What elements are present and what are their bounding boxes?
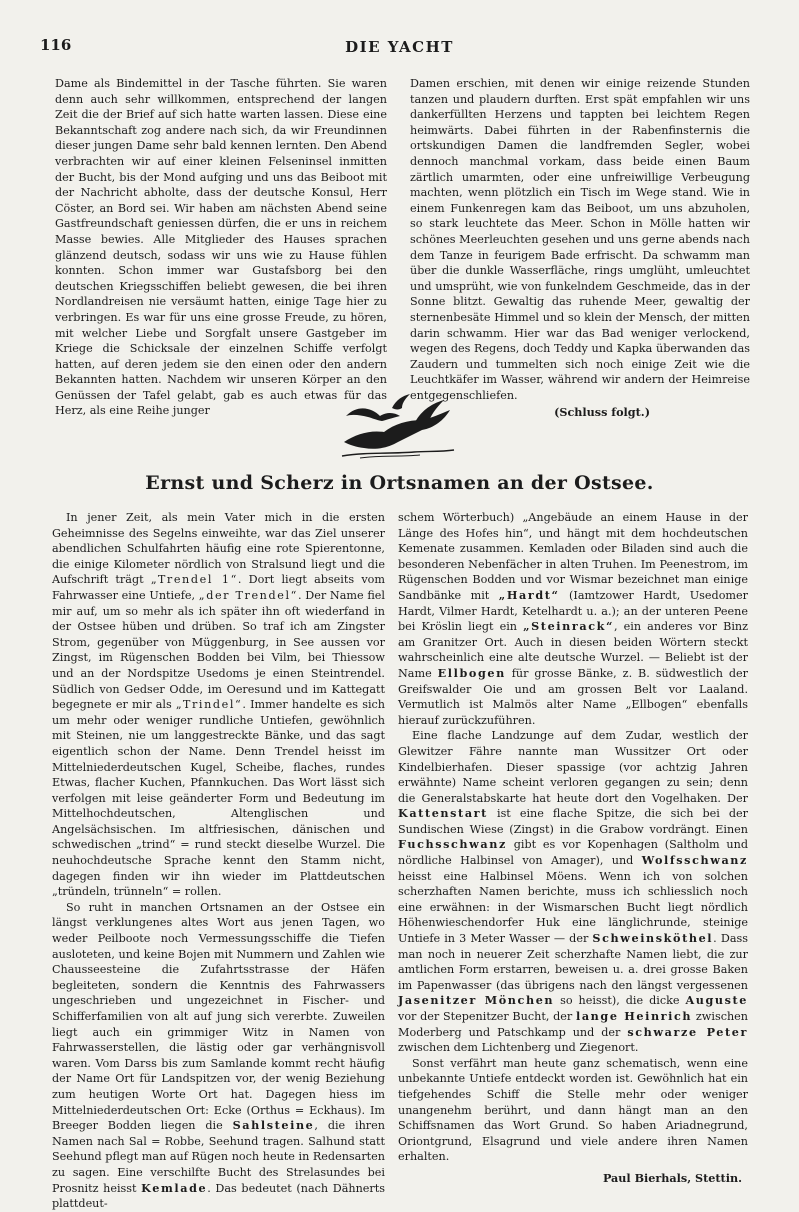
article-column-left bbox=[52, 510, 385, 1212]
text-run: So ruht in manchen Ortsnamen an der Ostsee ein längst verklungenes altes Wort aus jenen Tagen, wo weder Peilboote noch Vermessungsschiffe die Tiefen ausloteten, und keine Bojen mit Nummern und Zahlen wie Chausseesteine die Zufahrtsstrasse der Häfen begleiteten, sondern die Kenntnis des Fahrwassers ungeschrieben und ungezeichnet in Fischer- und Schifferfamilien von alt auf jung sich vererbte. Zuweilen liegt auch ein grimmiger Witz in Namen von Fahrwasserstellen, die lästig oder gar verhängnisvoll waren. Vom Darss bis zum Samlande kommt recht häufig der Name Ort für Landspitzen vor, der wenig Beziehung zum heutigen Worte Ort hat. Dagegen hiess im Mittelniederdeutschen Ort: Ecke (Orthus = Eckhaus). Im Breeger Bodden liegen die bbox=[52, 900, 385, 1133]
author-signature: Paul Bierhals, Stettin. bbox=[602, 1170, 742, 1185]
article-column-right bbox=[398, 510, 748, 1187]
text-run: zwischen Moderberg und Patschkamp und der bbox=[398, 1010, 748, 1039]
place-name: „der Trendel“ bbox=[198, 588, 298, 602]
continued-paragraph: Dame als Bindemittel in der Tasche führten. Sie waren denn auch sehr willkommen, entsprechend der langen Zeit die der Brief auf sich hatte warten lassen. Diese eine Bekanntschaft zog andere nach sich, da wir Freundinnen dieser jungen Dame sehr bald kennen lernten. Den Abend verbrachten wir auf einer kleinen Felseninsel inmitten der Bucht, bis der Mond aufging und uns das Beiboot mit der Nachricht abholte, dass der deutsche Konsul, Herr Cöster, an Bord sei. Wir haben am nächsten Abend seine Gastfreundschaft geniessen dürfen, die er uns in reichem Masse bewies. Alle Mitglieder des Hauses sprachen glänzend deutsch, sodass wir uns wie zu Hause fühlen konnten. Schon immer war Gustafsborg bei den deutschen Kriegsschiffen beliebt gewesen, die bei ihren Nordlandreisen nie versäumt hatten, einige Tage hier zu verbringen. Es war für uns eine grosse Freude, zu hören, mit welcher Liebe und Sorgfalt unsere Gastgeber im Kriege die Schicksale der einzelnen Schiffe verfolgt hatten, auf deren jedem sie den einen oder den andern Bekannten hatten. Nachdem wir unseren Körper an den Genüssen der Tafel gelabt, gab es auch etwas für das Herz, als eine Reihe junger bbox=[55, 77, 387, 418]
text-run: ist eine flache Spitze, die sich bei der Sundischen Wiese (Zingst) in die Grabow vordrängt. Einen bbox=[398, 807, 748, 836]
text-run: . Der Name fiel mir auf, um so mehr als ich später ihn oft wiederfand in der Ostsee hüben und drüben. So traf ich am Zingster Strom, gegenüber von Müggenburg, in See aussen vor Zingst, im Rügenschen Bodden bei Vilm, bei Thiessow und an der Nordspitze Usedoms je einen Steintrendel. Südlich von Gedser Odde, im Oeresund und im Kattegatt begegnete er mir als bbox=[52, 588, 386, 712]
text-run: In jener Zeit, als mein Vater mich in die ersten Geheimnisse des Segelns einweihte, war das Ziel unserer abendlichen Schulfahrten häufig eine rote Spierentonne, die einige Kilometer nördlich von Stralsund liegt und die Aufschrift trägt bbox=[52, 511, 385, 587]
place-name: Jasenitzer Mönchen bbox=[398, 993, 555, 1008]
place-name: Auguste bbox=[685, 993, 748, 1008]
text-run: . Dass man noch in neuerer Zeit scherzhafte Namen liebt, die zur amtlichen Form erstarren, beweisen u. a. drei grosse Baken im Papenwasser (das übrigens nach den längst vergessenen bbox=[398, 932, 748, 992]
text-run: schem Wörterbuch) „Angebäude an einem Hause in der Länge des Hofes hin“, und hängt mit dem hochdeutschen Kemenate zusammen. Kemladen oder Biladen sind auch die besonderen Nebenfächer in alten Truhen. Im Peenestrom, im Rügenschen Bodden und vor Wismar bezeichnet man einige Sandbänke mit bbox=[398, 511, 748, 602]
article-paragraph bbox=[398, 510, 748, 728]
place-name: Schweinsköthel bbox=[592, 931, 714, 946]
text-run: (Iamtzower Hardt, Usedomer Hardt, Vilmer Hardt, Ketelhardt u. a.); an der unteren Peene bei Kröslin liegt ein bbox=[398, 588, 749, 634]
place-name: „Trindel“ bbox=[175, 698, 243, 712]
text-run: zwischen dem Lichtenberg und Ziegenort. bbox=[398, 1041, 639, 1055]
place-name: „Trendel 1“ bbox=[150, 573, 238, 587]
article-paragraph bbox=[52, 900, 385, 1212]
place-name: schwarze Peter bbox=[627, 1024, 748, 1039]
text-run: gibt es vor Kopenhagen (Saltholm und nördliche Halbinsel von Amager), und bbox=[398, 838, 748, 868]
text-run: für grosse Bänke, z. B. südwestlich der Greifswalder Oie und am grossen Belt vor Laaland. Vermutlich ist Malmös alter Name „Ellbogen“ ebenfalls hierauf zurückzuführen. bbox=[398, 666, 749, 727]
continued-article-column-right bbox=[410, 76, 750, 421]
place-name: Kemlade bbox=[141, 1180, 208, 1195]
text-run: , die ihren Namen nach Sal = Robbe, Seehund tragen. Salhund statt Seehund pflegt man auf Rügen noch heute in Redensarten zu sagen. Eine verschilfte Bucht des Strelasundes bei Prosnitz heisst bbox=[52, 1119, 385, 1195]
text-run: heisst eine Halbinsel Möens. Wenn ich von solchen scherzhaften Namen berichte, muss ich schliesslich noch eine erwähnen: in der Wismarschen Bucht liegt nördlich Höhenwieschendorfer Huk eine länglichrunde, steinige Untiefe in 3 Meter Wasser — der bbox=[398, 869, 748, 946]
text-run: vor der Stepenitzer Bucht, der bbox=[398, 1010, 576, 1023]
page-number: 116 bbox=[40, 36, 72, 54]
place-name: Ellbogen bbox=[437, 665, 506, 680]
article-title: Ernst und Scherz in Ortsnamen an der Ostsee. bbox=[145, 472, 654, 494]
place-name: lange Heinrich bbox=[575, 1009, 693, 1023]
text-run: Eine flache Landzunge auf dem Zudar, westlich der Glewitzer Fähre nannte man Wussitzer Ort oder Kindelbierhafen. Dieser spassige (vor achtzig Jahren erwähnte) Name scheint verloren gegangen zu sein; denn die Generalstabskarte hat heute dort den Vogelhaken. Der bbox=[398, 729, 748, 805]
text-run: , ein anderes vor Binz am Granitzer Ort. Auch in diesen beiden Wörtern steckt wahrscheinlich eine alte deutsche Wurzel. — Beliebt ist der Name bbox=[398, 620, 749, 680]
running-header: DIE YACHT bbox=[345, 38, 454, 56]
place-name: „Steinrack“ bbox=[523, 619, 615, 634]
article-paragraph bbox=[398, 728, 748, 1055]
place-name: „Hardt“ bbox=[498, 587, 560, 602]
place-name: Wolfsschwanz bbox=[641, 853, 748, 868]
place-name: Fuchsschwanz bbox=[398, 837, 507, 852]
article-paragraph bbox=[52, 510, 385, 900]
continued-paragraph: Damen erschien, mit denen wir einige reizende Stunden tanzen und plaudern durften. Erst spät empfahlen wir uns dankerfüllten Herzens und tappten bei leichtem Regen heimwärts. Dabei führten in der Rabenfinsternis die ortskundigen Damen die landfremden Segler, wobei dennoch manchmal vorkam, dass beide einen Baum zärtlich umarmten, oder eine unfreiwillige Verbeugung machten, wenn plötzlich ein Tisch im Wege stand. Wie in einem Funkenregen kam das Beiboot, um uns abzuholen, so stark leuchtete das Meer. Schon in Mölle hatten wir schönes Meerleuchten gesehen und uns gerne abends nach dem Tanze in feurigem Bade erfrischt. Da schwamm man über die dunkle Wasserfläche, rings umglüht, umleuchtet und umsprüht, wie von funkelndem Geschmeide, das in der Sonne blitzt. Gewaltig das ruhende Meer, gewaltig der sternenbesäte Himmel und so klein der Mensch, der mitten darin schwamm. Hier war das Bad weniger verlockend, wegen des Regens, doch Teddy und Kapka überwanden das Zaudern und tummelten sich noch einige Zeit wie die Leuchtkäfer im Wasser, während wir andern der Heimreise entgegenschliefen. bbox=[410, 77, 750, 402]
place-name: Sahlsteine bbox=[232, 1118, 315, 1133]
text-run: . Dort liegt abseits vom Fahrwasser eine Untiefe, bbox=[52, 573, 386, 602]
text-run: . Immer handelte es sich um mehr oder weniger rundliche Untiefen, gewöhnlich mit Steinen, nie um langgestreckte Bänke, und das sagt eigentlich schon der Name. Denn Trendel heisst im Mittelniederdeutschen Kugel, Scheibe, flaches, rundes Etwas, flacher Kuchen, Pfannkuchen. Das Wort lässt sich verfolgen mit leise geänderter Form und Bedeutung im Mittelhochdeutschen, Altenglischen und Angelsächsischen. Im altfriesischen, dänischen und schwedischen „trind“ = rund steckt dieselbe Wurzel. Die neuhochdeutsche Sprache kennt den Stamm nicht, dagegen finden wir ihn wieder im Plattdeutschen „tründeln, trünneln“ = rollen. bbox=[52, 698, 385, 899]
article-paragraph: Sonst verfährt man heute ganz schematisch, wenn eine unbekannte Untiefe entdeckt worden ist. Gewöhnlich hat ein tiefgehendes Schiff die Stelle mehr oder weniger unangenehm berührt, und dann hängt man an den Schiffsnamen das Wort Grund. So haben Ariadnegrund, Oriontgrund, Elsagrund und viele andere ihren Namen erhalten. bbox=[398, 1056, 748, 1164]
continued-note: (Schluss folgt.) bbox=[554, 405, 650, 420]
text-run: . Das bedeutet (nach Dähnerts plattdeut- bbox=[52, 1181, 385, 1211]
continued-article-column-left bbox=[55, 76, 387, 419]
place-name: Kattenstart bbox=[398, 806, 488, 821]
text-run: so heisst), die dicke bbox=[554, 994, 686, 1008]
flying-seagulls-icon bbox=[336, 390, 460, 460]
